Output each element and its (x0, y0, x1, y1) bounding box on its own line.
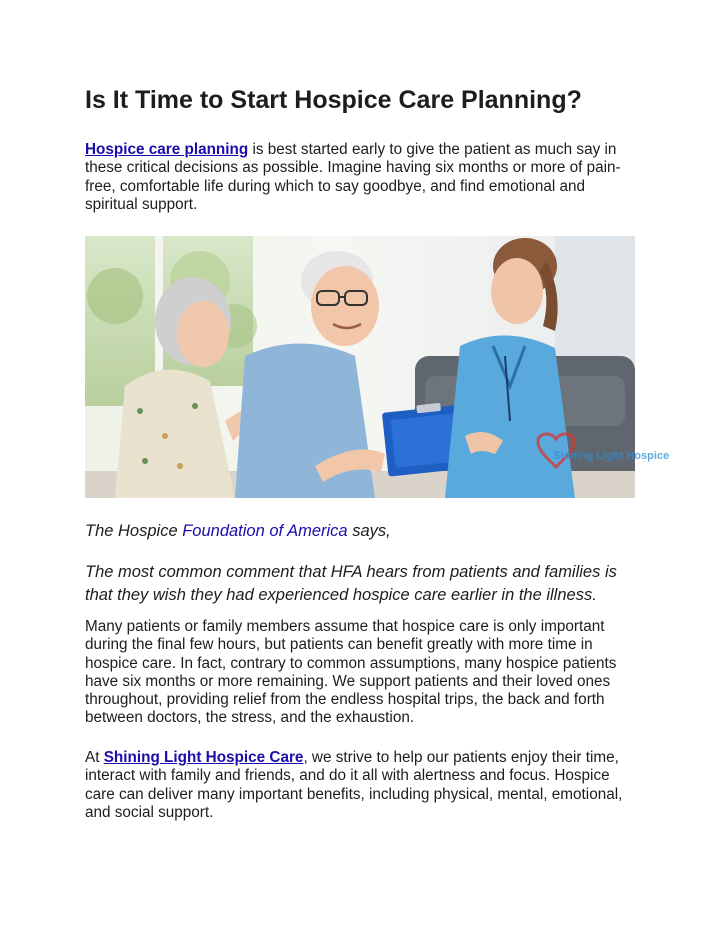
intro-paragraph (85, 141, 637, 214)
caption-suffix: says, (347, 522, 391, 540)
hospice-care-planning-link[interactable]: Hospice care planning (85, 141, 249, 158)
body2-text: , we strive to help our patients enjoy their time, interact with family and friends, and do it all with alertness and focus. Hospice care can deliver many important benefits, including physical, mental, emotional, and social support. (85, 749, 623, 821)
shining-light-hospice-care-link[interactable]: Shining Light Hospice Care (103, 749, 304, 766)
quote: The most common comment that HFA hears from patients and families is that they wish they had experienced hospice care earlier in the illness. (85, 563, 617, 604)
hospice-consultation-illustration (85, 236, 670, 498)
page-title: Is It Time to Start Hospice Care Planning? (85, 86, 582, 114)
hero-photo (85, 236, 670, 498)
caption (85, 520, 391, 542)
body-paragraph-1: Many patients or family members assume that hospice care is only important during the final few hours, but patients can benefit greatly with more time in hospice care. In fact, contrary to common assumptions, many hospice patients have six months or more remaining. We support patients and their loved ones throughout, providing relief from the endless hospital trips, the back and forth between doctors, the stress, and the exhaustion. (85, 618, 617, 727)
caption-prefix: The Hospice (85, 522, 183, 540)
foundation-of-america-link[interactable]: Foundation of America (182, 522, 348, 540)
intro-text: is best started early to give the patient as much say in these critical decisions as possible. Imagine having six months or more of pain-free, comfortable life during which to say goodbye, and find emotional and spiritual support. (85, 141, 621, 213)
body2-prefix: At (85, 749, 104, 766)
watermark-text: Shining Light Hospice (553, 450, 670, 462)
body-paragraph-2 (85, 749, 637, 822)
